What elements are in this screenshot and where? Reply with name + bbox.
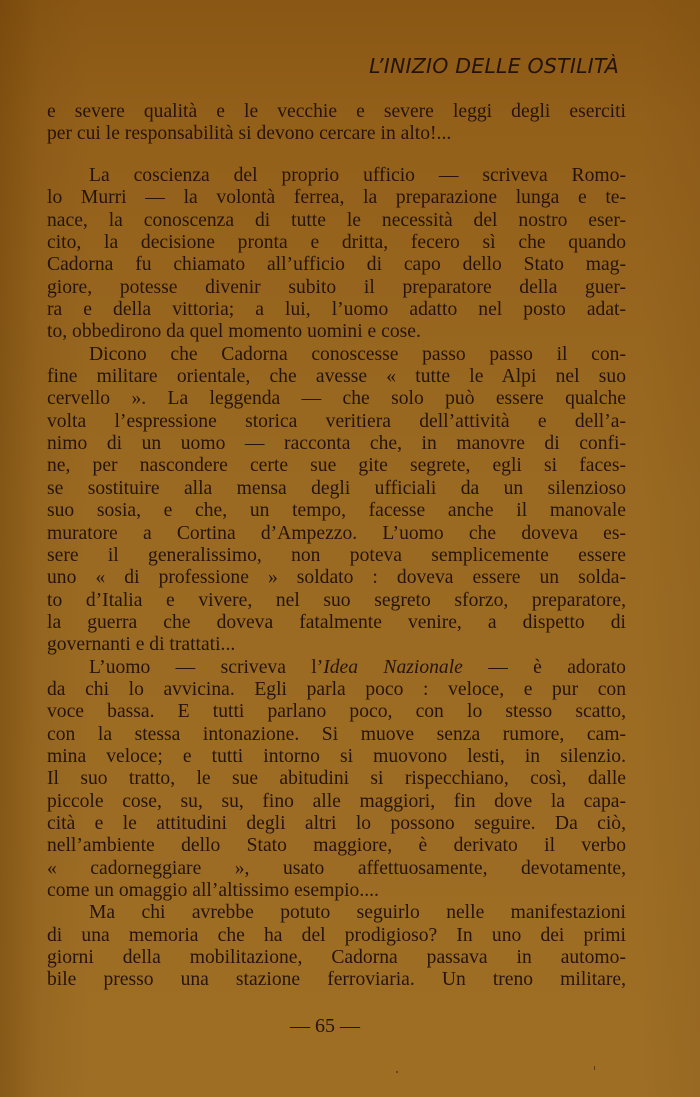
text-line: cervello ». La leggenda — che solo può essere qualche xyxy=(47,388,626,410)
text-line: Ma chi avrebbe potuto seguirlo nelle manifestazioni xyxy=(89,902,626,924)
running-head: L’INIZIO DELLE OSTILITÀ xyxy=(369,54,619,78)
text-line: sere il generalissimo, non poteva semplicemente essere xyxy=(47,544,626,566)
text-line: nell’ambiente dello Stato maggiore, è derivato il verbo xyxy=(47,835,626,857)
text-line: da chi lo avvicina. Egli parla poco : veloce, e pur con xyxy=(47,678,626,700)
text-line: giorni della mobilitazione, Cadorna passava in automo- xyxy=(47,947,626,969)
text-line: se sostituire alla mensa degli ufficiali da un silenzioso xyxy=(47,477,626,499)
text-line: fine militare orientale, che avesse « tutte le Alpi nel suo xyxy=(47,366,626,388)
paper-speck xyxy=(594,1066,595,1070)
text-line: nimo di un uomo — racconta che, in manovre di confi- xyxy=(47,433,626,455)
text-line: ra e della vittoria; a lui, l’uomo adatto nel posto adat- xyxy=(47,299,626,321)
text-line: nace, la conoscenza di tutte le necessità del nostro eser- xyxy=(47,209,626,231)
text-line: uno « di professione » soldato : doveva essere un solda- xyxy=(47,567,626,589)
text-line: giore, potesse divenir subito il preparatore della guer- xyxy=(47,276,626,298)
text-line: e severe qualità e le vecchie e severe leggi degli eserciti xyxy=(47,101,626,122)
text-line: volta l’espressione storica veritiera dell’attività e dell’a- xyxy=(47,410,626,432)
text-line: bile presso una stazione ferroviaria. Un treno militare, xyxy=(47,969,626,991)
text-line: to, obbedirono da quel momento uomini e cose. xyxy=(47,321,421,343)
text-line: voce bassa. E tutti parlano poco, con lo stesso scatto, xyxy=(47,701,626,723)
main-text xyxy=(47,165,626,992)
text-line: suo sosia, e che, un tempo, facesse anche il manovale xyxy=(47,500,626,522)
text-line: Cadorna fu chiamato all’ufficio di capo dello Stato mag- xyxy=(47,254,626,276)
text-line: Il suo tratto, le sue abitudini si rispecchiano, così, dalle xyxy=(47,768,626,790)
text-line: come un omaggio all’altissimo esempio.... xyxy=(47,880,379,901)
text-line: di una memoria che ha del prodigioso? In uno dei primi xyxy=(47,924,626,946)
text-line: mina veloce; e tutti intorno si muovono lesti, in silenzio. xyxy=(47,745,626,767)
text-line: per cui le responsabilità si devono cercare in alto!... xyxy=(47,123,452,145)
text-line: muratore a Cortina d’Ampezzo. L’uomo che doveva es- xyxy=(47,522,626,544)
text-line: cito, la decisione pronta e dritta, fecero sì che quando xyxy=(47,232,626,254)
page-number: — 65 — xyxy=(290,1015,360,1037)
intro-paragraph xyxy=(47,101,626,146)
newspaper-title: Idea Nazionale xyxy=(323,656,463,678)
quote-prefix: L’uomo — scriveva l’ xyxy=(89,656,324,678)
paper-speck xyxy=(396,1071,398,1073)
text-line: cità e le attitudini degli altri lo possono seguire. Da ciò, xyxy=(47,812,626,834)
text-line: to d’Italia e vivere, nel suo segreto sforzo, preparatore, xyxy=(47,589,626,611)
text-line: governanti e di trattati... xyxy=(47,634,236,656)
text-line: ne, per nascondere certe sue gite segrete, egli si faces- xyxy=(47,455,626,477)
text-line: con la stessa intonazione. Si muove senza rumore, cam- xyxy=(47,723,626,745)
text-line: la guerra che doveva fatalmente venire, a dispetto di xyxy=(47,611,626,633)
text-line: « cadorneggiare », usato affettuosamente, devotamente, xyxy=(47,857,626,879)
text-line: Dicono che Cadorna conoscesse passo passo il con- xyxy=(89,343,626,365)
quote-suffix: — è adorato xyxy=(462,656,626,678)
text-line: lo Murri — la volontà ferrea, la preparazione lunga e te- xyxy=(47,187,626,209)
text-line-quote xyxy=(47,657,626,679)
text-line: piccole cose, su, su, fino alle maggiori, fin dove la capa- xyxy=(47,790,626,812)
text-line: La coscienza del proprio ufficio — scriveva Romo- xyxy=(89,165,626,186)
